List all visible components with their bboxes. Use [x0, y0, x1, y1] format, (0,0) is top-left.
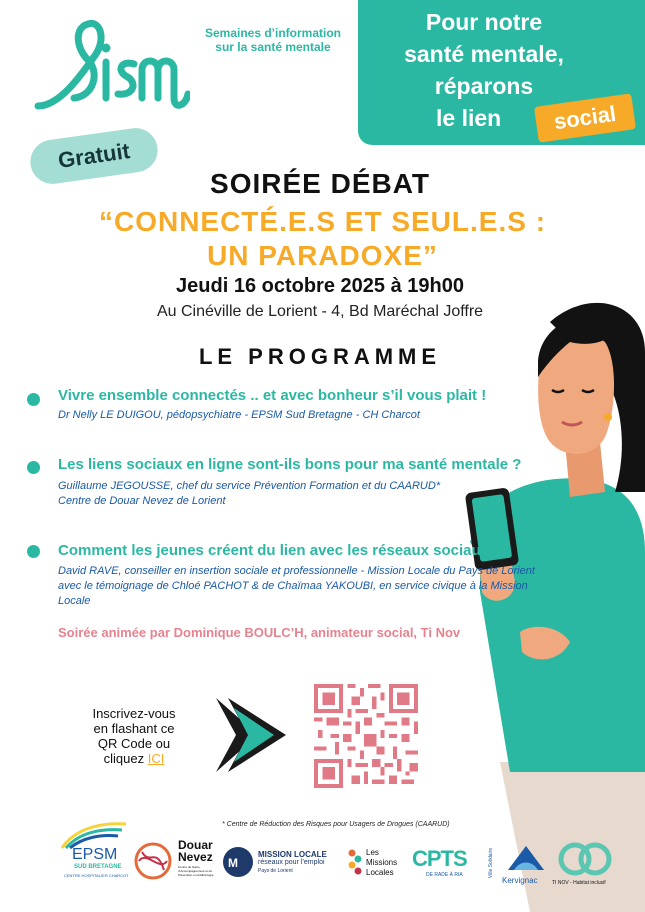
logo-subtitle-line1: Semaines d’information — [204, 26, 342, 40]
mission-line2: réseaux pour l’emploi — [258, 859, 325, 866]
event-date: Jeudi 16 octobre 2025 à 19h00 — [176, 275, 464, 297]
item-bullet — [27, 461, 40, 474]
epsm-name: EPSM — [72, 846, 118, 863]
programme-heading: LE PROGRAMME — [198, 344, 442, 369]
programme-item-title: Les liens sociaux en ligne sont-ils bons pour ma santé mentale ? — [58, 456, 522, 473]
logo-cpts — [412, 846, 495, 886]
programme-item-title: Vivre ensemble connectés .. et avec bonheur s’il vous plait ! — [58, 387, 487, 404]
mission-line1: MISSION LOCALE — [258, 850, 327, 859]
ml-line2: Missions — [366, 858, 398, 867]
partner-logos — [56, 820, 645, 912]
signup-text — [80, 706, 188, 766]
logo-mission-locale — [222, 846, 342, 886]
qr-code[interactable] — [314, 684, 418, 788]
event-title — [70, 205, 575, 273]
douar-line2: Nevez — [178, 850, 213, 864]
event-type: SOIRÉE DÉBAT — [210, 168, 430, 199]
signup-line1: Inscrivez-vous — [92, 706, 176, 721]
epsm-sub: SUD BRETAGNE — [74, 864, 122, 870]
epsm-tag: CENTRE HOSPITALIER CHARCOT — [64, 873, 129, 878]
host-line: Soirée animée par Dominique BOULC’H, animateur social, Ti Nov — [58, 625, 461, 640]
logo-les-missions-locales — [346, 848, 406, 892]
logo-epsm — [58, 820, 130, 884]
ti-nov-name: TI NOV - Habitat inclusif — [552, 880, 606, 886]
social-tag: social — [534, 93, 636, 142]
cpts-sub: DE RADE À RIA — [426, 872, 463, 878]
programme-item-speaker-org: Centre de Douar Nevez de Lorient — [58, 495, 226, 507]
kervignac-side: Ville Solidaire — [488, 847, 495, 879]
kervignac-name: Kervignac — [502, 876, 538, 885]
douar-nevez-icon — [134, 842, 172, 880]
missions-locales-icon — [346, 848, 364, 878]
douar-line1: Douar — [178, 838, 213, 852]
kervignac-icon — [506, 842, 546, 874]
slogan-line4: le lien — [436, 105, 502, 131]
ti-nov-icon — [558, 842, 612, 876]
ml-line3: Locales — [366, 868, 394, 877]
signup-line4 — [80, 751, 188, 766]
mission-locale-icon — [222, 846, 254, 878]
programme-item-speaker: David RAVE, conseiller en insertion sociale et professionnelle - Mission Locale du Pays de Lorient — [58, 565, 535, 577]
logo-ti-nov — [552, 842, 622, 890]
event-place: Au Cinéville de Lorient - 4, Bd Maréchal Joffre — [156, 303, 484, 320]
item-bullet — [27, 545, 40, 558]
logo-subtitle — [188, 26, 358, 54]
logo-kervignac — [488, 842, 554, 890]
programme-item-title: Comment les jeunes créent du lien avec les réseaux sociaux ? — [58, 542, 503, 559]
item-bullet — [27, 393, 40, 406]
sism-logo — [30, 14, 190, 114]
slogan-line3: réparons — [434, 73, 534, 99]
cpts-name: CPTS — [412, 846, 467, 871]
signup-line2: en flashant ce — [93, 721, 175, 736]
footnote: * Centre de Réduction des Risques pour Usagers de Drogues (CAARUD) — [222, 821, 450, 828]
free-badge: Gratuit — [28, 125, 161, 186]
ml-line1: Les — [366, 848, 379, 857]
arrow-icon — [212, 696, 290, 774]
signup-link[interactable]: ICI — [147, 751, 165, 766]
signup-line3: QR Code ou — [97, 736, 171, 751]
svg-text:M: M — [228, 856, 238, 870]
logo-subtitle-line2: sur la santé mentale — [215, 40, 331, 54]
mission-line3: Pays de Lorient — [258, 868, 293, 874]
signup-line4-prefix: cliquez — [103, 751, 148, 766]
slogan-line1: Pour notre — [425, 9, 543, 35]
programme-item-witness-cont: Locale — [58, 595, 91, 607]
logo-wordmark: sism — [90, 110, 93, 111]
slogan-line2: santé mentale, — [404, 41, 564, 67]
event-title-line1: “CONNECTÉ.E.S ET SEUL.E.S : — [98, 206, 547, 237]
logo-douar-nevez — [134, 838, 224, 888]
programme-item-speaker: Dr Nelly LE DUIGOU, pédopsychiatre - EPSM Sud Bretagne - CH Charcot — [58, 409, 420, 421]
douar-sub: Centre de Soins, d’Accompagnement et de Prévention en Addictologie — [178, 865, 214, 877]
programme-item-witness: avec le témoignage de Chloé PACHOT & de Chaïmaa YAKOUBI, en service civique à la Mission — [58, 580, 528, 592]
event-title-line2: UN PARADOXE” — [207, 240, 438, 271]
programme-item-speaker: Guillaume JEGOUSSE, chef du service Prévention Formation et du CAARUD* — [58, 480, 441, 492]
